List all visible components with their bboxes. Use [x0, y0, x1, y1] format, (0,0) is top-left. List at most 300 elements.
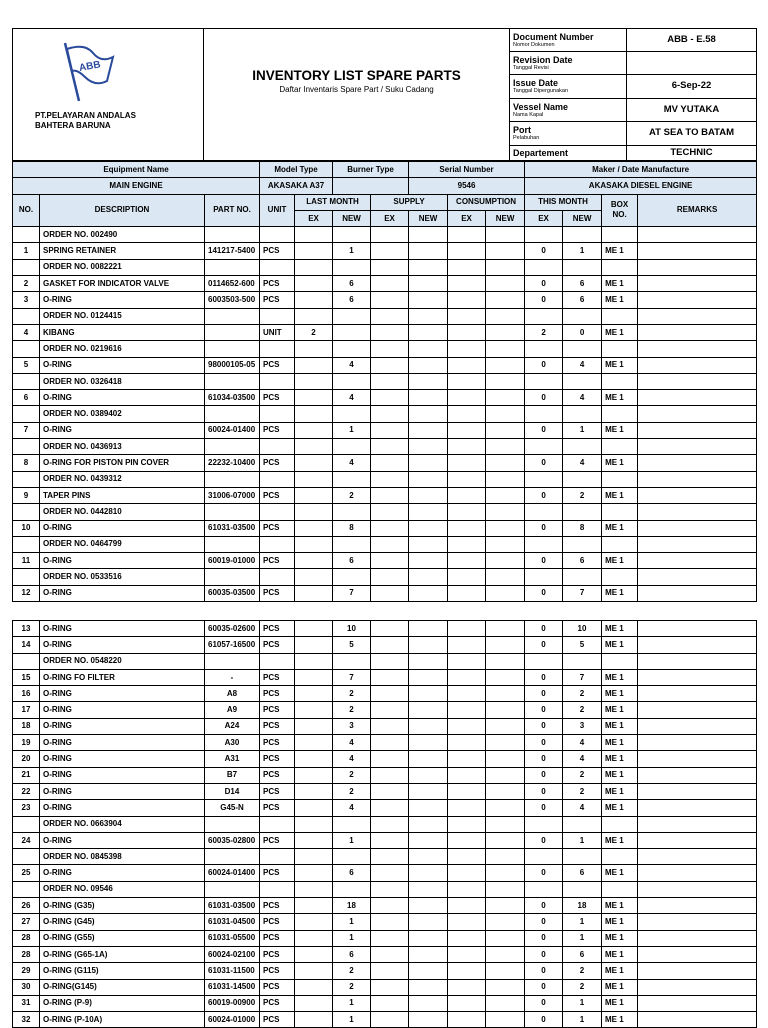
cell-last-ex — [295, 946, 333, 962]
cell-supply-ex — [371, 865, 409, 881]
cell-last-new: 6 — [333, 292, 371, 308]
cell-description: ORDER NO. 0464799 — [40, 536, 205, 552]
cell-supply-ex — [371, 849, 409, 865]
cell-supply-ex — [371, 471, 409, 487]
cell-remarks — [638, 849, 757, 865]
cell-last-new: 2 — [333, 702, 371, 718]
cell-part-no: 60035-02800 — [205, 832, 260, 848]
cell-last-new: 2 — [333, 686, 371, 702]
cell-supply-ex — [371, 930, 409, 946]
order-row — [13, 849, 757, 865]
cell-box-no — [602, 881, 638, 897]
cell-remarks — [638, 898, 757, 914]
cell-box-no: ME 1 — [602, 422, 638, 438]
table-row — [13, 930, 757, 946]
cell-last-ex — [295, 751, 333, 767]
cell-last-new: 1 — [333, 422, 371, 438]
order-row — [13, 504, 757, 520]
cell-cons-new — [486, 783, 525, 799]
cell-description: O-RING — [40, 751, 205, 767]
cell-unit: PCS — [260, 585, 295, 601]
cell-this-ex — [525, 259, 563, 275]
cell-supply-new — [409, 357, 448, 373]
cell-part-no: 98000105-05 — [205, 357, 260, 373]
cell-this-ex — [525, 308, 563, 324]
cell-remarks — [638, 914, 757, 930]
cell-this-ex: 0 — [525, 751, 563, 767]
cell-remarks — [638, 341, 757, 357]
cell-supply-new — [409, 669, 448, 685]
document-title-cell — [204, 29, 510, 161]
cell-this-ex: 0 — [525, 357, 563, 373]
table-row — [13, 914, 757, 930]
cell-description: O-RING (P-9) — [40, 995, 205, 1011]
cell-remarks — [638, 669, 757, 685]
cell-this-new — [563, 881, 602, 897]
cell-supply-new — [409, 406, 448, 422]
cell-this-new: 2 — [563, 487, 602, 503]
cell-last-ex — [295, 669, 333, 685]
cell-cons-ex — [448, 406, 486, 422]
cell-this-ex: 0 — [525, 292, 563, 308]
cell-part-no: 60019-00900 — [205, 995, 260, 1011]
cell-cons-ex — [448, 621, 486, 637]
cell-this-ex: 0 — [525, 487, 563, 503]
cell-unit: PCS — [260, 276, 295, 292]
cell-this-new: 1 — [563, 243, 602, 259]
cell-this-new: 2 — [563, 979, 602, 995]
cell-supply-new — [409, 422, 448, 438]
cell-part-no — [205, 849, 260, 865]
meta-value: MV YUTAKA — [627, 98, 757, 121]
cell-this-ex: 0 — [525, 735, 563, 751]
cell-cons-ex — [448, 504, 486, 520]
cell-description: O-RING FOR PISTON PIN COVER — [40, 455, 205, 471]
cell-cons-new — [486, 569, 525, 585]
cell-supply-ex — [371, 800, 409, 816]
cell-last-new — [333, 849, 371, 865]
cell-cons-ex — [448, 914, 486, 930]
cell-last-new: 7 — [333, 585, 371, 601]
cell-this-new: 10 — [563, 621, 602, 637]
cell-last-new: 1 — [333, 930, 371, 946]
cell-part-no: 60024-01400 — [205, 865, 260, 881]
cell-this-new: 2 — [563, 783, 602, 799]
cell-last-ex — [295, 995, 333, 1011]
cell-this-new: 0 — [563, 324, 602, 340]
cell-no — [13, 569, 40, 585]
cell-cons-ex — [448, 324, 486, 340]
cell-description: ORDER NO. 0439312 — [40, 471, 205, 487]
cell-box-no: ME 1 — [602, 276, 638, 292]
cell-supply-new — [409, 227, 448, 243]
cell-cons-new — [486, 259, 525, 275]
cell-part-no: A30 — [205, 735, 260, 751]
cell-supply-new — [409, 324, 448, 340]
cell-cons-ex — [448, 422, 486, 438]
maker: AKASAKA DIESEL ENGINE — [525, 178, 757, 194]
cell-no: 12 — [13, 585, 40, 601]
cell-description: O-RING (P-10A) — [40, 1012, 205, 1028]
cell-cons-ex — [448, 751, 486, 767]
cell-this-ex: 0 — [525, 455, 563, 471]
cell-last-new: 3 — [333, 718, 371, 734]
cell-remarks — [638, 718, 757, 734]
cell-no — [13, 341, 40, 357]
order-row — [13, 259, 757, 275]
cell-this-new: 7 — [563, 669, 602, 685]
col-ex: EX — [371, 210, 409, 226]
cell-no: 32 — [13, 1012, 40, 1028]
cell-remarks — [638, 357, 757, 373]
cell-unit: PCS — [260, 930, 295, 946]
cell-description: O-RING (G45) — [40, 914, 205, 930]
cell-supply-new — [409, 341, 448, 357]
cell-box-no: ME 1 — [602, 979, 638, 995]
cell-remarks — [638, 653, 757, 669]
maker-header: Maker / Date Manufacture — [525, 162, 757, 178]
cell-supply-ex — [371, 881, 409, 897]
col-ex: EX — [525, 210, 563, 226]
cell-supply-new — [409, 751, 448, 767]
cell-last-new: 2 — [333, 979, 371, 995]
table-row — [13, 487, 757, 503]
table-row — [13, 585, 757, 601]
cell-unit — [260, 471, 295, 487]
cell-supply-ex — [371, 751, 409, 767]
cell-cons-ex — [448, 816, 486, 832]
cell-unit — [260, 406, 295, 422]
cell-remarks — [638, 373, 757, 389]
cell-this-new: 2 — [563, 686, 602, 702]
cell-remarks — [638, 406, 757, 422]
cell-no: 30 — [13, 979, 40, 995]
cell-box-no — [602, 373, 638, 389]
cell-last-ex — [295, 832, 333, 848]
cell-part-no: 22232-10400 — [205, 455, 260, 471]
cell-unit: PCS — [260, 422, 295, 438]
cell-cons-new — [486, 439, 525, 455]
cell-last-ex — [295, 455, 333, 471]
cell-description: O-RING — [40, 520, 205, 536]
cell-cons-new — [486, 243, 525, 259]
cell-no: 9 — [13, 487, 40, 503]
cell-box-no: ME 1 — [602, 800, 638, 816]
cell-cons-new — [486, 292, 525, 308]
cell-no — [13, 849, 40, 865]
cell-remarks — [638, 783, 757, 799]
cell-this-ex: 0 — [525, 686, 563, 702]
meta-value — [627, 52, 757, 75]
cell-this-new: 4 — [563, 800, 602, 816]
table-row — [13, 390, 757, 406]
cell-this-new: 4 — [563, 455, 602, 471]
cell-part-no: A24 — [205, 718, 260, 734]
cell-description: O-RING — [40, 832, 205, 848]
cell-description: ORDER NO. 002490 — [40, 227, 205, 243]
cell-last-new: 1 — [333, 995, 371, 1011]
cell-part-no: 61031-03500 — [205, 520, 260, 536]
cell-supply-ex — [371, 767, 409, 783]
cell-cons-ex — [448, 767, 486, 783]
cell-description: O-RING — [40, 735, 205, 751]
cell-cons-new — [486, 800, 525, 816]
cell-last-ex — [295, 439, 333, 455]
cell-this-new — [563, 439, 602, 455]
cell-remarks — [638, 585, 757, 601]
cell-last-new: 4 — [333, 390, 371, 406]
cell-this-ex — [525, 849, 563, 865]
cell-last-ex — [295, 816, 333, 832]
cell-this-new — [563, 816, 602, 832]
cell-cons-ex — [448, 357, 486, 373]
cell-last-new: 4 — [333, 800, 371, 816]
cell-description: ORDER NO. 0442810 — [40, 504, 205, 520]
cell-cons-new — [486, 487, 525, 503]
cell-supply-ex — [371, 637, 409, 653]
col-part-no: PART NO. — [205, 194, 260, 227]
cell-supply-ex — [371, 243, 409, 259]
cell-last-new: 4 — [333, 357, 371, 373]
cell-cons-ex — [448, 259, 486, 275]
cell-no: 26 — [13, 898, 40, 914]
cell-this-new: 1 — [563, 914, 602, 930]
cell-unit — [260, 373, 295, 389]
cell-unit: PCS — [260, 702, 295, 718]
table-row — [13, 767, 757, 783]
table-row — [13, 832, 757, 848]
cell-cons-new — [486, 373, 525, 389]
cell-last-ex — [295, 308, 333, 324]
cell-last-new: 2 — [333, 767, 371, 783]
cell-remarks — [638, 504, 757, 520]
serial-number-header: Serial Number — [409, 162, 525, 178]
cell-cons-new — [486, 536, 525, 552]
cell-last-ex — [295, 800, 333, 816]
cell-unit: PCS — [260, 735, 295, 751]
cell-this-ex — [525, 504, 563, 520]
cell-part-no — [205, 504, 260, 520]
cell-no: 19 — [13, 735, 40, 751]
cell-this-ex: 0 — [525, 669, 563, 685]
cell-unit: PCS — [260, 520, 295, 536]
cell-cons-new — [486, 865, 525, 881]
cell-description: O-RING — [40, 621, 205, 637]
cell-box-no — [602, 569, 638, 585]
cell-last-ex — [295, 357, 333, 373]
cell-unit — [260, 849, 295, 865]
cell-unit: PCS — [260, 914, 295, 930]
cell-last-new: 1 — [333, 914, 371, 930]
cell-last-ex — [295, 276, 333, 292]
cell-box-no — [602, 504, 638, 520]
meta-label: Port Pelabuhan — [510, 121, 627, 145]
cell-box-no: ME 1 — [602, 783, 638, 799]
cell-box-no — [602, 406, 638, 422]
cell-supply-new — [409, 898, 448, 914]
cell-box-no: ME 1 — [602, 621, 638, 637]
cell-cons-new — [486, 324, 525, 340]
cell-unit: PCS — [260, 963, 295, 979]
cell-remarks — [638, 276, 757, 292]
cell-this-ex — [525, 227, 563, 243]
cell-unit: PCS — [260, 686, 295, 702]
cell-remarks — [638, 439, 757, 455]
cell-this-new: 6 — [563, 276, 602, 292]
meta-value: AT SEA TO BATAM — [627, 121, 757, 145]
cell-no: 28 — [13, 930, 40, 946]
cell-last-new: 6 — [333, 865, 371, 881]
cell-cons-new — [486, 471, 525, 487]
cell-supply-ex — [371, 995, 409, 1011]
col-consumption: CONSUMPTION — [448, 194, 525, 210]
cell-cons-ex — [448, 979, 486, 995]
col-last-month: LAST MONTH — [295, 194, 371, 210]
cell-supply-new — [409, 308, 448, 324]
cell-supply-ex — [371, 357, 409, 373]
cell-box-no: ME 1 — [602, 637, 638, 653]
cell-no — [13, 653, 40, 669]
cell-supply-ex — [371, 504, 409, 520]
cell-this-ex: 0 — [525, 898, 563, 914]
cell-unit: PCS — [260, 637, 295, 653]
col-ex: EX — [448, 210, 486, 226]
cell-supply-ex — [371, 816, 409, 832]
cell-cons-new — [486, 227, 525, 243]
cell-this-new — [563, 227, 602, 243]
cell-remarks — [638, 536, 757, 552]
table-row — [13, 702, 757, 718]
cell-last-ex — [295, 373, 333, 389]
cell-this-new: 3 — [563, 718, 602, 734]
cell-description: O-RING (G65-1A) — [40, 946, 205, 962]
cell-no: 3 — [13, 292, 40, 308]
cell-box-no: ME 1 — [602, 832, 638, 848]
cell-part-no: 60019-01000 — [205, 553, 260, 569]
cell-remarks — [638, 422, 757, 438]
cell-supply-ex — [371, 585, 409, 601]
cell-cons-new — [486, 881, 525, 897]
table-row — [13, 276, 757, 292]
cell-cons-ex — [448, 276, 486, 292]
cell-remarks — [638, 946, 757, 962]
table-row — [13, 979, 757, 995]
cell-cons-ex — [448, 832, 486, 848]
equipment-name-header: Equipment Name — [13, 162, 260, 178]
cell-last-new: 10 — [333, 621, 371, 637]
cell-this-ex: 0 — [525, 390, 563, 406]
cell-this-ex: 0 — [525, 422, 563, 438]
cell-supply-new — [409, 816, 448, 832]
cell-unit: PCS — [260, 621, 295, 637]
cell-part-no — [205, 308, 260, 324]
meta-label: Issue Date Tanggal Dipergunakan — [510, 75, 627, 98]
order-row — [13, 471, 757, 487]
cell-this-ex — [525, 406, 563, 422]
cell-last-ex — [295, 930, 333, 946]
cell-last-new — [333, 227, 371, 243]
cell-cons-new — [486, 914, 525, 930]
col-description: DESCRIPTION — [40, 194, 205, 227]
cell-this-new: 2 — [563, 963, 602, 979]
cell-this-ex: 0 — [525, 832, 563, 848]
cell-this-ex: 0 — [525, 800, 563, 816]
cell-description: SPRING RETAINER — [40, 243, 205, 259]
cell-no: 22 — [13, 783, 40, 799]
cell-last-ex — [295, 653, 333, 669]
cell-box-no: ME 1 — [602, 455, 638, 471]
cell-supply-new — [409, 653, 448, 669]
cell-supply-new — [409, 783, 448, 799]
cell-this-new — [563, 308, 602, 324]
cell-supply-ex — [371, 308, 409, 324]
cell-description: ORDER NO. 0436913 — [40, 439, 205, 455]
cell-last-new: 2 — [333, 963, 371, 979]
cell-supply-new — [409, 390, 448, 406]
cell-description: ORDER NO. 0548220 — [40, 653, 205, 669]
cell-unit: PCS — [260, 718, 295, 734]
cell-description: O-RING — [40, 390, 205, 406]
cell-part-no: 60035-03500 — [205, 585, 260, 601]
cell-no: 4 — [13, 324, 40, 340]
cell-supply-new — [409, 1012, 448, 1028]
col-new: NEW — [563, 210, 602, 226]
cell-box-no — [602, 536, 638, 552]
cell-part-no — [205, 406, 260, 422]
cell-remarks — [638, 243, 757, 259]
cell-unit: PCS — [260, 292, 295, 308]
cell-part-no: G45-N — [205, 800, 260, 816]
cell-unit: PCS — [260, 898, 295, 914]
cell-last-ex — [295, 637, 333, 653]
cell-box-no — [602, 471, 638, 487]
cell-box-no: ME 1 — [602, 1012, 638, 1028]
cell-cons-new — [486, 686, 525, 702]
cell-this-ex: 0 — [525, 914, 563, 930]
cell-unit: PCS — [260, 357, 295, 373]
cell-cons-ex — [448, 341, 486, 357]
cell-box-no: ME 1 — [602, 735, 638, 751]
burner-type-header: Burner Type — [333, 162, 409, 178]
cell-part-no — [205, 653, 260, 669]
col-new: NEW — [486, 210, 525, 226]
cell-last-new — [333, 653, 371, 669]
cell-cons-new — [486, 520, 525, 536]
cell-cons-ex — [448, 669, 486, 685]
cell-cons-ex — [448, 569, 486, 585]
order-row — [13, 439, 757, 455]
cell-description: O-RING (G55) — [40, 930, 205, 946]
cell-part-no: 61031-14500 — [205, 979, 260, 995]
cell-unit — [260, 259, 295, 275]
cell-supply-new — [409, 686, 448, 702]
cell-supply-new — [409, 487, 448, 503]
company-name: PT.PELAYARAN ANDALAS BAHTERA BARUNA — [35, 111, 136, 130]
cell-description: O-RING (G115) — [40, 963, 205, 979]
meta-label: Revision Date Tanggal Revisi — [510, 52, 627, 75]
cell-cons-new — [486, 946, 525, 962]
cell-supply-ex — [371, 406, 409, 422]
cell-box-no: ME 1 — [602, 292, 638, 308]
cell-part-no: 141217-5400 — [205, 243, 260, 259]
cell-supply-ex — [371, 914, 409, 930]
order-row — [13, 569, 757, 585]
col-no: NO. — [13, 194, 40, 227]
meta-value: ABB - E.58 — [627, 29, 757, 52]
cell-last-new: 6 — [333, 553, 371, 569]
cell-last-new — [333, 373, 371, 389]
cell-last-ex — [295, 390, 333, 406]
